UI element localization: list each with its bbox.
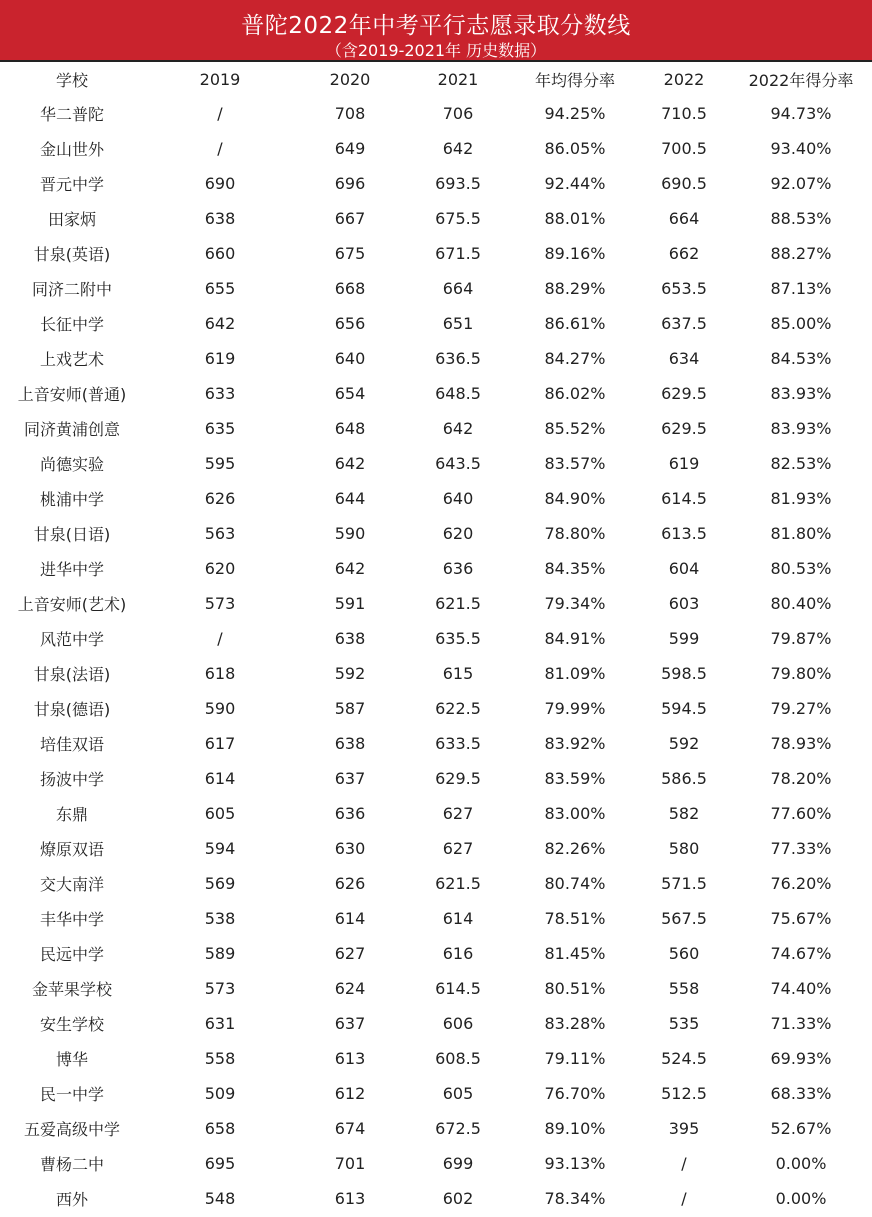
average-rate: 86.61% (544, 314, 606, 333)
school-name: 同济二附中 (31, 280, 112, 299)
score-2020: 590 (334, 524, 366, 543)
table-row (0, 306, 872, 341)
score-2019: 595 (204, 454, 236, 473)
school-name: 上音安师(普通) (17, 385, 127, 404)
rate-2022: 81.93% (770, 489, 832, 508)
rate-2022: 85.00% (770, 314, 832, 333)
score-2019: 614 (204, 769, 236, 788)
score-2019: 695 (204, 1154, 236, 1173)
school-name: 丰华中学 (39, 910, 104, 929)
score-2020: 638 (334, 734, 366, 753)
table-row (0, 1006, 872, 1041)
header-2020: 2020 (329, 69, 371, 89)
score-2020: 612 (334, 1084, 366, 1103)
score-2021: 608.5 (435, 1049, 481, 1068)
score-2020: 656 (334, 314, 366, 333)
school-name: 金山世外 (39, 140, 104, 159)
score-2021: 640 (442, 489, 474, 508)
score-2022: 629.5 (661, 419, 707, 438)
header-school: 学校 (55, 70, 88, 90)
average-rate: 83.00% (544, 804, 606, 823)
average-rate: 82.26% (544, 839, 606, 858)
table-row (0, 516, 872, 551)
score-2022: 580 (668, 839, 700, 858)
school-name: 进华中学 (39, 560, 104, 579)
school-name: 民一中学 (39, 1085, 104, 1104)
score-2019: 619 (204, 349, 236, 368)
score-2019: 558 (204, 1049, 236, 1068)
average-rate: 83.57% (544, 454, 606, 473)
average-rate: 81.09% (544, 664, 606, 683)
score-2020: 701 (334, 1154, 366, 1173)
score-2022: 524.5 (661, 1049, 707, 1068)
header-2021: 2021 (437, 69, 479, 89)
table-row (0, 201, 872, 236)
rate-2022: 75.67% (770, 909, 832, 928)
table-row (0, 236, 872, 271)
score-2019: 617 (204, 734, 236, 753)
table-row (0, 726, 872, 761)
table-row (0, 446, 872, 481)
score-2019: 626 (204, 489, 236, 508)
school-name: 民远中学 (39, 945, 104, 964)
score-2021: 693.5 (435, 174, 481, 193)
average-rate: 89.16% (544, 244, 606, 263)
score-2020: 591 (334, 594, 366, 613)
score-2019: / (217, 104, 223, 123)
score-2021: 643.5 (435, 454, 481, 473)
rate-2022: 87.13% (770, 279, 832, 298)
score-2021: 699 (442, 1154, 474, 1173)
score-2019: 538 (204, 909, 236, 928)
table-row (0, 1076, 872, 1111)
score-2021: 642 (442, 139, 474, 158)
score-2022: 710.5 (661, 104, 707, 123)
average-rate: 94.25% (544, 104, 606, 123)
score-2019: 633 (204, 384, 236, 403)
score-2020: 708 (334, 104, 366, 123)
score-2020: 627 (334, 944, 366, 963)
score-2022: 614.5 (661, 489, 707, 508)
table-row (0, 936, 872, 971)
table-row (0, 481, 872, 516)
score-2020: 614 (334, 909, 366, 928)
average-rate: 84.91% (544, 629, 606, 648)
score-2019: 620 (204, 559, 236, 578)
score-2019: 660 (204, 244, 236, 263)
score-2020: 630 (334, 839, 366, 858)
average-rate: 80.74% (544, 874, 606, 893)
score-2019: 631 (204, 1014, 236, 1033)
score-2020: 644 (334, 489, 366, 508)
score-2020: 637 (334, 769, 366, 788)
score-2021: 706 (442, 104, 474, 123)
score-2022: 603 (668, 594, 700, 613)
school-name: 风范中学 (39, 630, 104, 649)
school-name: 长征中学 (39, 315, 104, 334)
score-2021: 615 (442, 664, 474, 683)
score-2021: 605 (442, 1084, 474, 1103)
score-2022: 592 (668, 734, 700, 753)
average-rate: 78.34% (544, 1189, 606, 1208)
score-2022: 629.5 (661, 384, 707, 403)
score-2019: 638 (204, 209, 236, 228)
average-rate: 88.29% (544, 279, 606, 298)
score-2020: 592 (334, 664, 366, 683)
header-average-rate: 年均得分率 (534, 70, 615, 90)
score-2021: 648.5 (435, 384, 481, 403)
score-2022: 558 (668, 979, 700, 998)
table-row (0, 586, 872, 621)
score-2022: 637.5 (661, 314, 707, 333)
school-name: 甘泉(德语) (33, 700, 111, 719)
score-2021: 675.5 (435, 209, 481, 228)
score-2019: 590 (204, 699, 236, 718)
page-title: 普陀2022年中考平行志愿录取分数线 (241, 13, 631, 39)
rate-2022: 79.80% (770, 664, 832, 683)
average-rate: 83.92% (544, 734, 606, 753)
table-row (0, 166, 872, 201)
score-2019: 642 (204, 314, 236, 333)
rate-2022: 83.93% (770, 384, 832, 403)
average-rate: 79.11% (544, 1049, 606, 1068)
score-2021: 621.5 (435, 594, 481, 613)
score-2022: 613.5 (661, 524, 707, 543)
score-2021: 616 (442, 944, 474, 963)
score-2020: 624 (334, 979, 366, 998)
table-row (0, 341, 872, 376)
score-2019: 594 (204, 839, 236, 858)
score-2019: 563 (204, 524, 236, 543)
average-rate: 83.59% (544, 769, 606, 788)
school-name: 燎原双语 (39, 840, 104, 859)
table-body (0, 96, 872, 1216)
rate-2022: 79.87% (770, 629, 832, 648)
school-name: 博华 (55, 1050, 88, 1069)
table-row (0, 551, 872, 586)
average-rate: 84.35% (544, 559, 606, 578)
table-row (0, 831, 872, 866)
school-name: 甘泉(法语) (33, 665, 111, 684)
score-2022: / (681, 1189, 687, 1208)
header-row (0, 62, 872, 96)
rate-2022: 83.93% (770, 419, 832, 438)
rate-2022: 69.93% (770, 1049, 832, 1068)
score-2019: 618 (204, 664, 236, 683)
score-2022: 700.5 (661, 139, 707, 158)
score-2019: 655 (204, 279, 236, 298)
score-2021: 614.5 (435, 979, 481, 998)
school-name: 田家炳 (47, 210, 96, 229)
score-2022: 582 (668, 804, 700, 823)
score-2019: 569 (204, 874, 236, 893)
score-2020: 636 (334, 804, 366, 823)
rate-2022: 80.53% (770, 559, 832, 578)
score-2019: 573 (204, 594, 236, 613)
average-rate: 80.51% (544, 979, 606, 998)
score-2020: 638 (334, 629, 366, 648)
score-2021: 621.5 (435, 874, 481, 893)
admission-score-table (0, 62, 872, 1216)
score-2021: 636.5 (435, 349, 481, 368)
score-2021: 635.5 (435, 629, 481, 648)
score-2019: 635 (204, 419, 236, 438)
average-rate: 78.80% (544, 524, 606, 543)
school-name: 甘泉(英语) (33, 245, 111, 264)
average-rate: 85.52% (544, 419, 606, 438)
school-name: 晋元中学 (39, 175, 104, 194)
school-name: 交大南洋 (39, 875, 104, 894)
average-rate: 88.01% (544, 209, 606, 228)
table-row (0, 901, 872, 936)
page-subtitle: （含2019-2021年 历史数据） (325, 41, 547, 60)
score-2022: / (681, 1154, 687, 1173)
score-2021: 614 (442, 909, 474, 928)
score-2021: 633.5 (435, 734, 481, 753)
score-2021: 606 (442, 1014, 474, 1033)
school-name: 安生学校 (39, 1015, 104, 1034)
title-banner (0, 0, 872, 62)
school-name: 华二普陀 (39, 105, 104, 124)
header-2022-rate: 2022年得分率 (748, 70, 854, 90)
table-row (0, 96, 872, 131)
rate-2022: 77.33% (770, 839, 832, 858)
score-2022: 634 (668, 349, 700, 368)
score-2021: 671.5 (435, 244, 481, 263)
average-rate: 84.90% (544, 489, 606, 508)
score-2020: 642 (334, 454, 366, 473)
school-name: 尚德实验 (39, 455, 104, 474)
school-name: 同济黄浦创意 (23, 420, 120, 439)
rate-2022: 93.40% (770, 139, 832, 158)
average-rate: 93.13% (544, 1154, 606, 1173)
average-rate: 86.02% (544, 384, 606, 403)
table-row (0, 866, 872, 901)
score-2019: 509 (204, 1084, 236, 1103)
rate-2022: 81.80% (770, 524, 832, 543)
score-2022: 594.5 (661, 699, 707, 718)
score-2020: 613 (334, 1049, 366, 1068)
score-2021: 672.5 (435, 1119, 481, 1138)
score-2020: 649 (334, 139, 366, 158)
rate-2022: 52.67% (770, 1119, 832, 1138)
score-2019: 589 (204, 944, 236, 963)
score-2020: 675 (334, 244, 366, 263)
average-rate: 76.70% (544, 1084, 606, 1103)
school-name: 金苹果学校 (31, 980, 112, 999)
rate-2022: 78.93% (770, 734, 832, 753)
score-2021: 622.5 (435, 699, 481, 718)
score-2021: 651 (442, 314, 474, 333)
rate-2022: 79.27% (770, 699, 832, 718)
score-2022: 535 (668, 1014, 700, 1033)
table-row (0, 971, 872, 1006)
rate-2022: 94.73% (770, 104, 832, 123)
rate-2022: 84.53% (770, 349, 832, 368)
school-name: 东鼎 (55, 805, 88, 824)
rate-2022: 0.00% (775, 1154, 827, 1173)
score-2020: 648 (334, 419, 366, 438)
table-row (0, 761, 872, 796)
score-2022: 512.5 (661, 1084, 707, 1103)
score-2019: 605 (204, 804, 236, 823)
score-2022: 690.5 (661, 174, 707, 193)
score-2020: 667 (334, 209, 366, 228)
table-row (0, 691, 872, 726)
score-2021: 636 (442, 559, 474, 578)
average-rate: 86.05% (544, 139, 606, 158)
average-rate: 83.28% (544, 1014, 606, 1033)
score-2022: 604 (668, 559, 700, 578)
rate-2022: 76.20% (770, 874, 832, 893)
header-2019: 2019 (199, 69, 241, 89)
score-2019: / (217, 139, 223, 158)
school-name: 曹杨二中 (39, 1155, 104, 1174)
score-2022: 662 (668, 244, 700, 263)
score-2021: 642 (442, 419, 474, 438)
score-2022: 571.5 (661, 874, 707, 893)
school-name: 桃浦中学 (39, 490, 104, 509)
table-row (0, 1041, 872, 1076)
score-2020: 642 (334, 559, 366, 578)
score-2020: 587 (334, 699, 366, 718)
average-rate: 81.45% (544, 944, 606, 963)
rate-2022: 0.00% (775, 1189, 827, 1208)
score-2021: 664 (442, 279, 474, 298)
average-rate: 84.27% (544, 349, 606, 368)
score-2020: 637 (334, 1014, 366, 1033)
table-row (0, 1146, 872, 1181)
score-2020: 654 (334, 384, 366, 403)
score-2019: 658 (204, 1119, 236, 1138)
score-2020: 696 (334, 174, 366, 193)
rate-2022: 88.27% (770, 244, 832, 263)
average-rate: 79.34% (544, 594, 606, 613)
rate-2022: 80.40% (770, 594, 832, 613)
score-2022: 395 (668, 1119, 700, 1138)
score-2022: 664 (668, 209, 700, 228)
score-2020: 626 (334, 874, 366, 893)
score-2022: 598.5 (661, 664, 707, 683)
school-name: 甘泉(日语) (33, 525, 111, 544)
score-2020: 613 (334, 1189, 366, 1208)
table-row (0, 1181, 872, 1216)
table-header (0, 62, 872, 96)
score-2022: 619 (668, 454, 700, 473)
school-name: 西外 (55, 1190, 88, 1209)
score-2020: 674 (334, 1119, 366, 1138)
table-row (0, 411, 872, 446)
rate-2022: 71.33% (770, 1014, 832, 1033)
score-2020: 640 (334, 349, 366, 368)
school-name: 上音安师(艺术) (17, 595, 127, 614)
score-2021: 620 (442, 524, 474, 543)
score-2019: 573 (204, 979, 236, 998)
score-2020: 668 (334, 279, 366, 298)
table-row (0, 376, 872, 411)
banner-divider (0, 60, 872, 62)
rate-2022: 92.07% (770, 174, 832, 193)
school-name: 五爱高级中学 (23, 1120, 120, 1139)
score-2022: 653.5 (661, 279, 707, 298)
score-2022: 567.5 (661, 909, 707, 928)
table-row (0, 1111, 872, 1146)
rate-2022: 88.53% (770, 209, 832, 228)
rate-2022: 77.60% (770, 804, 832, 823)
table-row (0, 271, 872, 306)
average-rate: 89.10% (544, 1119, 606, 1138)
school-name: 扬波中学 (39, 770, 104, 789)
score-2021: 627 (442, 804, 474, 823)
school-name: 培佳双语 (39, 735, 104, 754)
score-2019: 690 (204, 174, 236, 193)
rate-2022: 74.40% (770, 979, 832, 998)
rate-2022: 78.20% (770, 769, 832, 788)
average-rate: 92.44% (544, 174, 606, 193)
table-row (0, 656, 872, 691)
table-row (0, 621, 872, 656)
score-2021: 627 (442, 839, 474, 858)
rate-2022: 82.53% (770, 454, 832, 473)
rate-2022: 68.33% (770, 1084, 832, 1103)
score-2019: / (217, 629, 223, 648)
average-rate: 78.51% (544, 909, 606, 928)
header-2022: 2022 (663, 69, 705, 89)
score-2022: 599 (668, 629, 700, 648)
score-2019: 548 (204, 1189, 236, 1208)
score-2021: 602 (442, 1189, 474, 1208)
table-row (0, 131, 872, 166)
score-2022: 560 (668, 944, 700, 963)
average-rate: 79.99% (544, 699, 606, 718)
score-2022: 586.5 (661, 769, 707, 788)
school-name: 上戏艺术 (39, 350, 104, 369)
score-2021: 629.5 (435, 769, 481, 788)
table-row (0, 796, 872, 831)
rate-2022: 74.67% (770, 944, 832, 963)
